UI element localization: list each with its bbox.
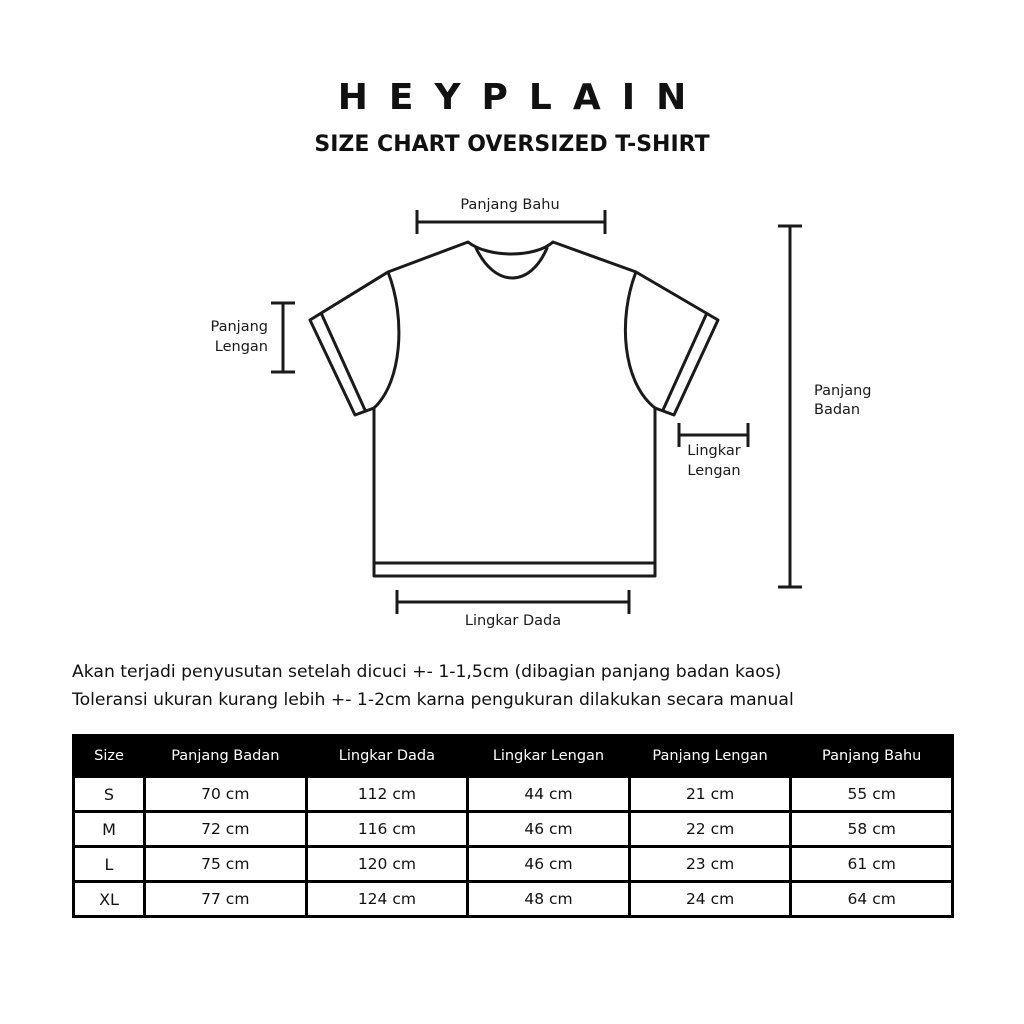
header-body-length: Panjang Badan [146,737,305,775]
header-shoulder: Panjang Bahu [792,737,951,775]
table-cell: 21 cm [631,778,790,810]
size-cell: XL [75,883,143,915]
table-cell: 22 cm [631,813,790,845]
page-title: SIZE CHART OVERSIZED T-SHIRT [314,132,710,157]
header-chest: Lingkar Dada [308,737,467,775]
table-cell: 48 cm [469,883,628,915]
tshirt-outline [310,242,718,576]
brand-logo: HEYPLAIN [337,77,708,118]
sleeve-length-label-line1: Panjang [210,319,268,335]
table-cell: 46 cm [469,848,628,880]
size-table [72,734,954,918]
table-cell: 23 cm [631,848,790,880]
body-length-label-line2: Badan [814,402,861,418]
table-cell: 46 cm [469,813,628,845]
sleeve-width-label-line2: Lengan [687,463,741,479]
size-cell: M [75,813,143,845]
header-size: Size [75,737,143,775]
table-row [75,813,951,845]
table-cell: 24 cm [631,883,790,915]
table-cell: 75 cm [146,848,305,880]
table-cell: 61 cm [792,848,951,880]
sleeve-length-label-line2: Lengan [214,339,268,355]
table-row [75,778,951,810]
table-cell: 70 cm [146,778,305,810]
table-cell: 44 cm [469,778,628,810]
left-sleeve-hem [322,315,365,410]
tolerance-note: Toleransi ukuran kurang lebih +- 1-2cm karna pengukuran dilakukan secara manual [72,690,794,710]
table-cell: 55 cm [792,778,951,810]
table-cell: 58 cm [792,813,951,845]
body-length-label-line1: Panjang [814,383,872,399]
shoulder-label: Panjang Bahu [460,197,560,213]
left-armhole-seam [374,272,399,408]
table-cell: 116 cm [308,813,467,845]
table-row [75,848,951,880]
header-sleeve-length: Panjang Lengan [631,737,790,775]
sleeve-width-label-line1: Lingkar [687,443,741,459]
table-cell: 77 cm [146,883,305,915]
right-armhole-seam [625,272,655,408]
table-row [75,883,951,915]
header-sleeve-width: Lingkar Lengan [469,737,628,775]
table-cell: 124 cm [308,883,467,915]
size-cell: L [75,848,143,880]
shrinkage-note: Akan terjadi penyusutan setelah dicuci +- 1-1,5cm (dibagian panjang badan kaos) [72,662,782,682]
table-cell: 120 cm [308,848,467,880]
table-header-row [75,737,951,775]
chest-label: Lingkar Dada [464,613,562,629]
size-cell: S [75,778,143,810]
table-cell: 72 cm [146,813,305,845]
table-cell: 112 cm [308,778,467,810]
table-cell: 64 cm [792,883,951,915]
